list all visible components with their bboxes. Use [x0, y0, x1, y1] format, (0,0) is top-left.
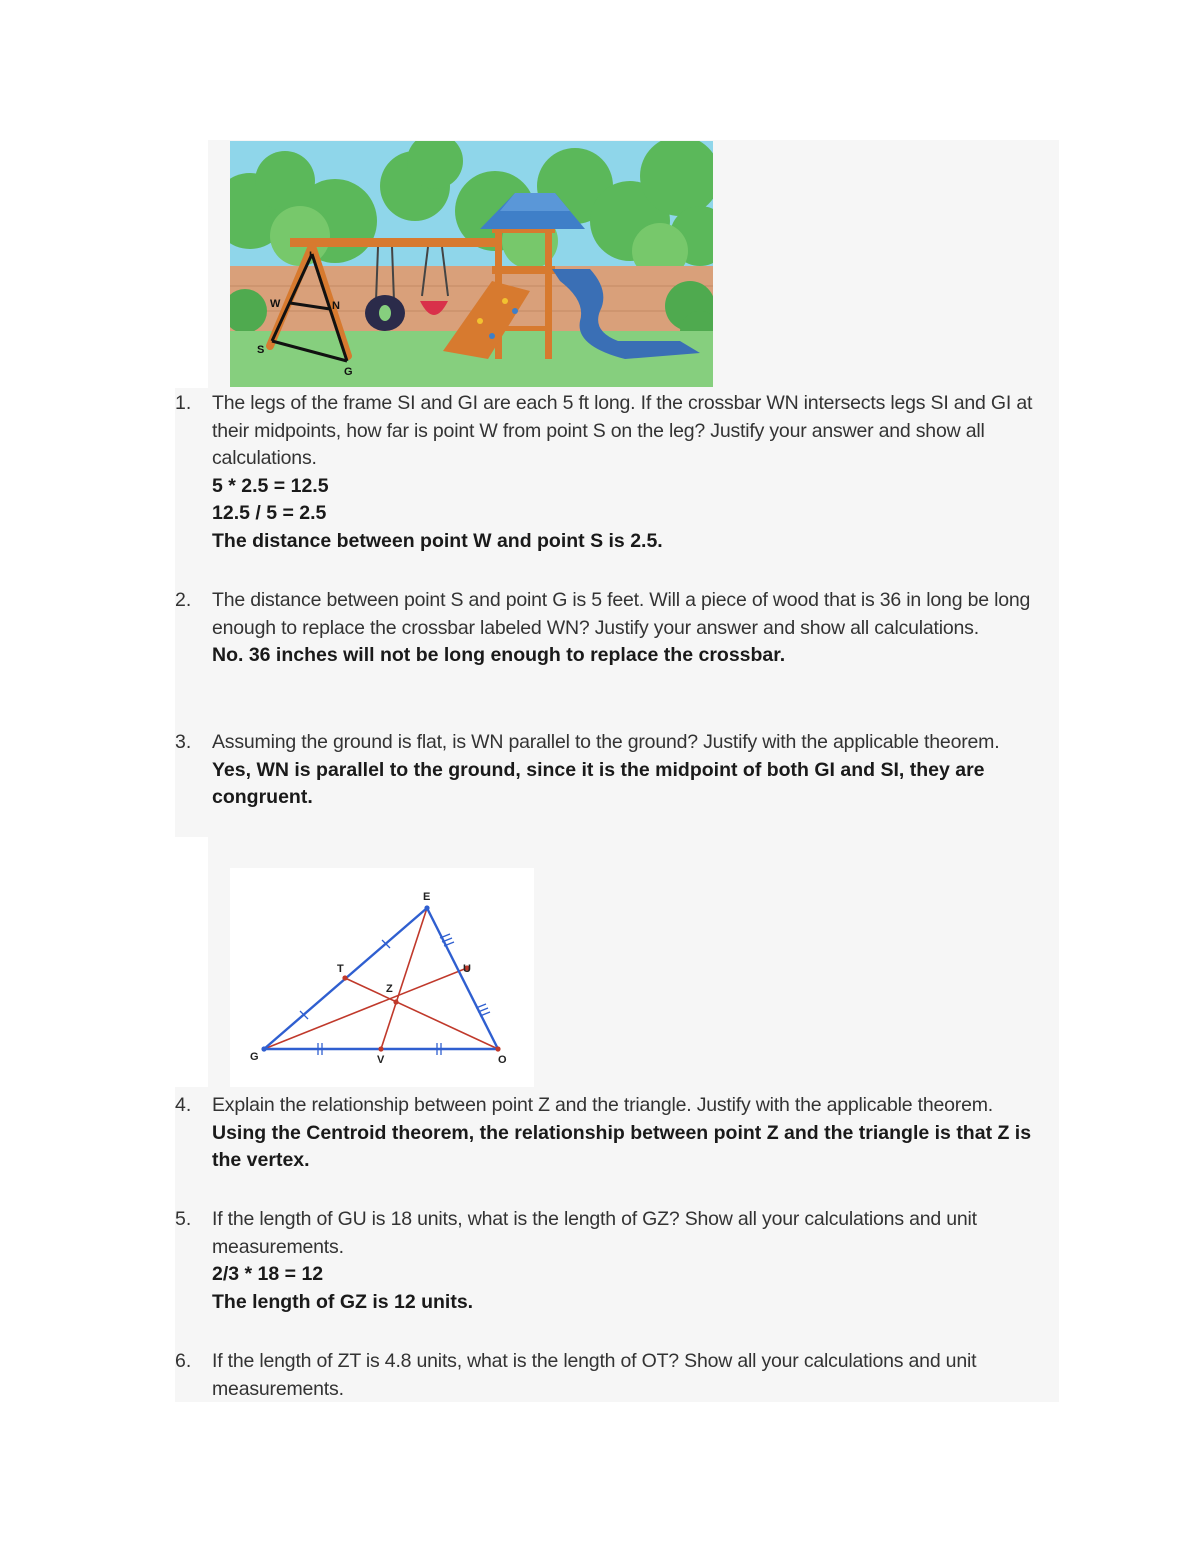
question-4	[175, 1092, 1065, 1175]
question-number: 3.	[175, 731, 192, 753]
question-text: The legs of the frame SI and GI are each 5 ft long. If the crossbar WN intersects legs SI and GI at their midpoints, how far is point W from point S on the leg? Justify your answer and show all calculations.	[212, 392, 1033, 469]
playground-illustration	[230, 141, 713, 387]
question-number: 6.	[175, 1350, 192, 1372]
answer-line: Yes, WN is parallel to the ground, since it is the midpoint of both GI and SI, they are congruent.	[212, 758, 985, 808]
median-GU	[264, 968, 467, 1049]
question-number: 2.	[175, 589, 192, 611]
question-number: 4.	[175, 1094, 192, 1116]
question-text: Assuming the ground is flat, is WN parallel to the ground? Justify with the applicable theorem.	[212, 731, 1000, 753]
label-N: N	[332, 300, 340, 312]
question-6	[175, 1348, 1065, 1403]
answer-line: The length of GZ is 12 units.	[212, 1290, 474, 1313]
question-number: 5.	[175, 1208, 192, 1230]
label-U: U	[463, 963, 471, 975]
question-2	[175, 587, 1065, 670]
label-G: G	[250, 1051, 259, 1063]
label-E: E	[423, 891, 431, 903]
label-W: W	[270, 298, 281, 310]
label-G: G	[344, 366, 353, 378]
question-1	[175, 390, 1065, 555]
answer-line: The distance between point W and point S is 2.5.	[212, 529, 663, 552]
answer-line: 2/3 * 18 = 12	[212, 1263, 324, 1285]
playground-figure	[230, 141, 713, 387]
label-S: S	[257, 344, 265, 356]
question-5	[175, 1206, 1065, 1316]
label-O: O	[498, 1054, 507, 1066]
label-Z: Z	[386, 983, 393, 995]
question-number: 1.	[175, 392, 192, 414]
answer-line: 5 * 2.5 = 12.5	[212, 474, 329, 497]
answer-line: 12.5 / 5 = 2.5	[212, 502, 327, 524]
answer-line: Using the Centroid theorem, the relationship between point Z and the triangle is that Z is the vertex.	[212, 1121, 1032, 1171]
question-text: If the length of ZT is 4.8 units, what is the length of OT? Show all your calculations and unit measurements.	[212, 1350, 977, 1400]
swing-beam	[290, 238, 495, 247]
centroid-triangle-diagram	[230, 868, 534, 1087]
question-3	[175, 729, 1065, 812]
median-OT	[345, 978, 498, 1049]
label-V: V	[377, 1054, 385, 1066]
answer-line: No. 36 inches will not be long enough to replace the crossbar.	[212, 644, 786, 666]
question-text: Explain the relationship between point Z and the triangle. Justify with the applicable theorem.	[212, 1094, 993, 1116]
label-T: T	[337, 963, 344, 975]
triangle-figure	[230, 868, 534, 1087]
question-text: The distance between point S and point G is 5 feet. Will a piece of wood that is 36 in long be long enough to replace the crossbar labeled WN? Justify your answer and show all calculations.	[212, 589, 1031, 639]
label-I: I	[309, 250, 313, 262]
question-text: If the length of GU is 18 units, what is the length of GZ? Show all your calculations and unit measurements.	[212, 1208, 977, 1258]
